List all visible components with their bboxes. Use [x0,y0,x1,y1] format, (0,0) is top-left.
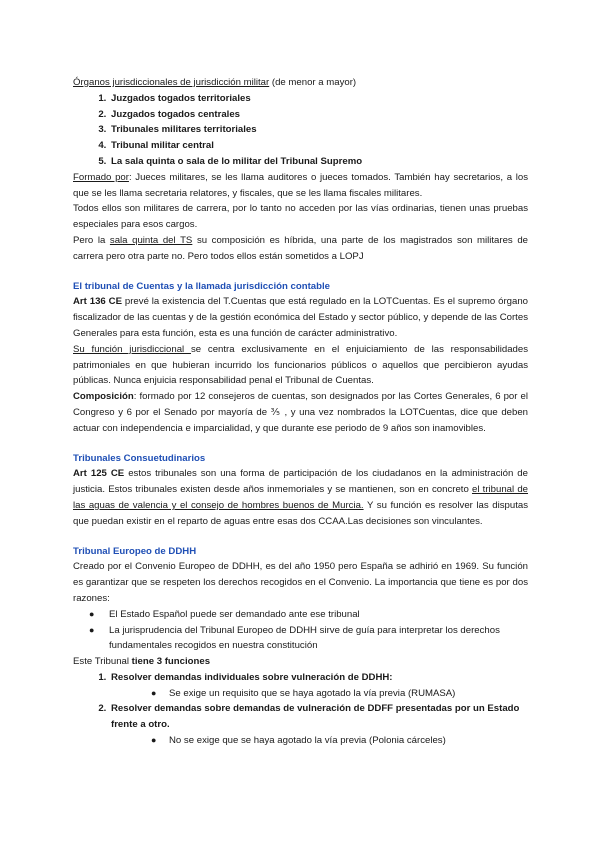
funciones-bold: tiene 3 funciones [131,656,211,668]
formado-text: : Jueces militares, se les llama auditores o jueces tomados. También hay secretarios, a los que se les llama secretaria relatores, y fiscales, que se les llama fiscales militares. [73,171,528,199]
bullet-icon: ● [89,608,95,619]
list-item: 1. Juzgados togados territoriales [109,91,528,107]
cuentas-comp-text: : formado por 12 consejeros de cuentas, son designados por las Cortes Generales, 6 por el Congreso y 6 por el Senado por mayoría de ⅗ , y una vez nombrados la LOTCuentas, dice que deben actuar con independencia e imparcialidad, y que durante ese periodo de 9 años son inamovibles. [73,391,528,434]
list-item [151,686,528,702]
formado-paragraph [73,170,528,202]
consuetudinarios-art-post: Y su función es resolver las disputas que puedan existir en el reparto de aguas entre esas dos CCAA.Las decisiones son vinculantes. [73,499,529,527]
bullet-text: El Estado Español puede ser demandado ante ese tribunal [109,608,360,620]
list-item: 5. La sala quinta o sala de lo militar del Tribunal Supremo [109,154,528,170]
europeo-funciones-line [73,654,528,670]
list-item: 2. Juzgados togados centrales [109,107,528,123]
pero-post: su composición es híbrida, una parte de los magistrados son militares de carrera pero otra parte no. Pero todos ellos están sometidos a LOPJ [73,234,528,262]
bullet-icon: ● [151,735,157,746]
europeo-bullets [73,607,528,654]
organos-title-suffix: (de menor a mayor) [269,77,357,88]
list-item: 4. Tribunal militar central [109,138,528,154]
cuentas-funcion-text: se centra exclusivamente en el enjuiciamiento de las responsabilidades patrimoniales en que hubieran incurrido los funcionarios públicos o aquellos que percibieron ayudas públicas. Nunca enjuicia responsabilidad penal el Tribunal de Cuentas. [73,343,528,387]
pero-link: sala quinta del TS [109,234,193,246]
consuetudinarios-art-link: el tribunal de las aguas de valencia y el consejo de hombres buenos de Murcia. [73,484,529,511]
bullet-text: La jurisprudencia del Tribunal Europeo de DDHH sirve de guía para interpretar los derechos fundamentales recogidos en nuestra constitución [109,624,500,652]
cuentas-funcion-label: Su función jurisdiccional [73,343,191,355]
organos-title: Órganos jurisdiccionales de jurisdicción militar [73,77,270,88]
organos-list [73,91,528,170]
funcion-sublist [111,686,528,702]
funcion-sublist [111,733,528,749]
consuetudinarios-art-label: Art 125 CE [73,468,125,480]
bullet-icon: ● [89,624,95,635]
consuetudinarios-heading: Tribunales Consuetudinarios [73,452,206,464]
funcion-sub-text: Se exige un requisito que se haya agotado la vía previa (RUMASA) [169,687,456,699]
consuetudinarios-art-text: estos tribunales son una forma de participación de los ciudadanos en la administración de justicia. Estos tribunales existen desde años inmemoriales y se mantienen, son en concreto [73,468,528,496]
list-item: 3. Tribunales militares territoriales [109,122,528,138]
funcion-sub-text: No se exige que se haya agotado la vía previa (Polonia cárceles) [169,735,446,747]
pero-pre: Pero la [73,234,110,246]
pero-paragraph [73,233,528,265]
list-item [109,670,528,702]
todos-paragraph: Todos ellos son militares de carrera, por lo tanto no acceden por las vías ordinarias, tienen unas pruebas especiales para esos cargos. [73,203,528,231]
bullet-icon: ● [151,687,157,698]
cuentas-funcion-paragraph [73,342,528,389]
funcion-title: Resolver demandas sobre demandas de vulneración de DDFF presentadas por un Estado frente a otro. [111,703,520,731]
cuentas-comp-label: Composición [73,391,134,403]
cuentas-art-paragraph [73,294,528,341]
document-body [73,75,528,749]
list-item [109,701,528,748]
list-item [89,623,528,655]
cuentas-art-text: prevé la existencia del T.Cuentas que está regulado en la LOTCuentas. Es el supremo órgano fiscalizador de las cuentas y de la gestión económica del Estado y sector público, y depende de las Cortes Generales para esta función, esta es una función de carácter administrativo. [73,296,528,339]
funciones-list [73,670,528,749]
list-item [89,607,528,623]
europeo-heading: Tribunal Europeo de DDHH [73,545,197,557]
cuentas-art-label: Art 136 CE [73,296,122,308]
cuentas-comp-paragraph [73,389,528,436]
cuentas-heading: El tribunal de Cuentas y la llamada jurisdicción contable [73,280,330,292]
formado-label: Formado por [73,171,129,183]
europeo-intro: Creado por el Convenio Europeo de DDHH, es del año 1950 pero España se adhirió en 1969. Su función es garantizar que se respeten los derechos recogidos en el Convenio. La importancia que tiene es por dos razones: [73,561,528,604]
organos-title-line [73,75,528,91]
funcion-title: Resolver demandas individuales sobre vulneración de DDHH: [111,671,393,683]
list-item [151,733,528,749]
funciones-pre: Este Tribunal [73,656,132,668]
consuetudinarios-paragraph [73,466,528,529]
